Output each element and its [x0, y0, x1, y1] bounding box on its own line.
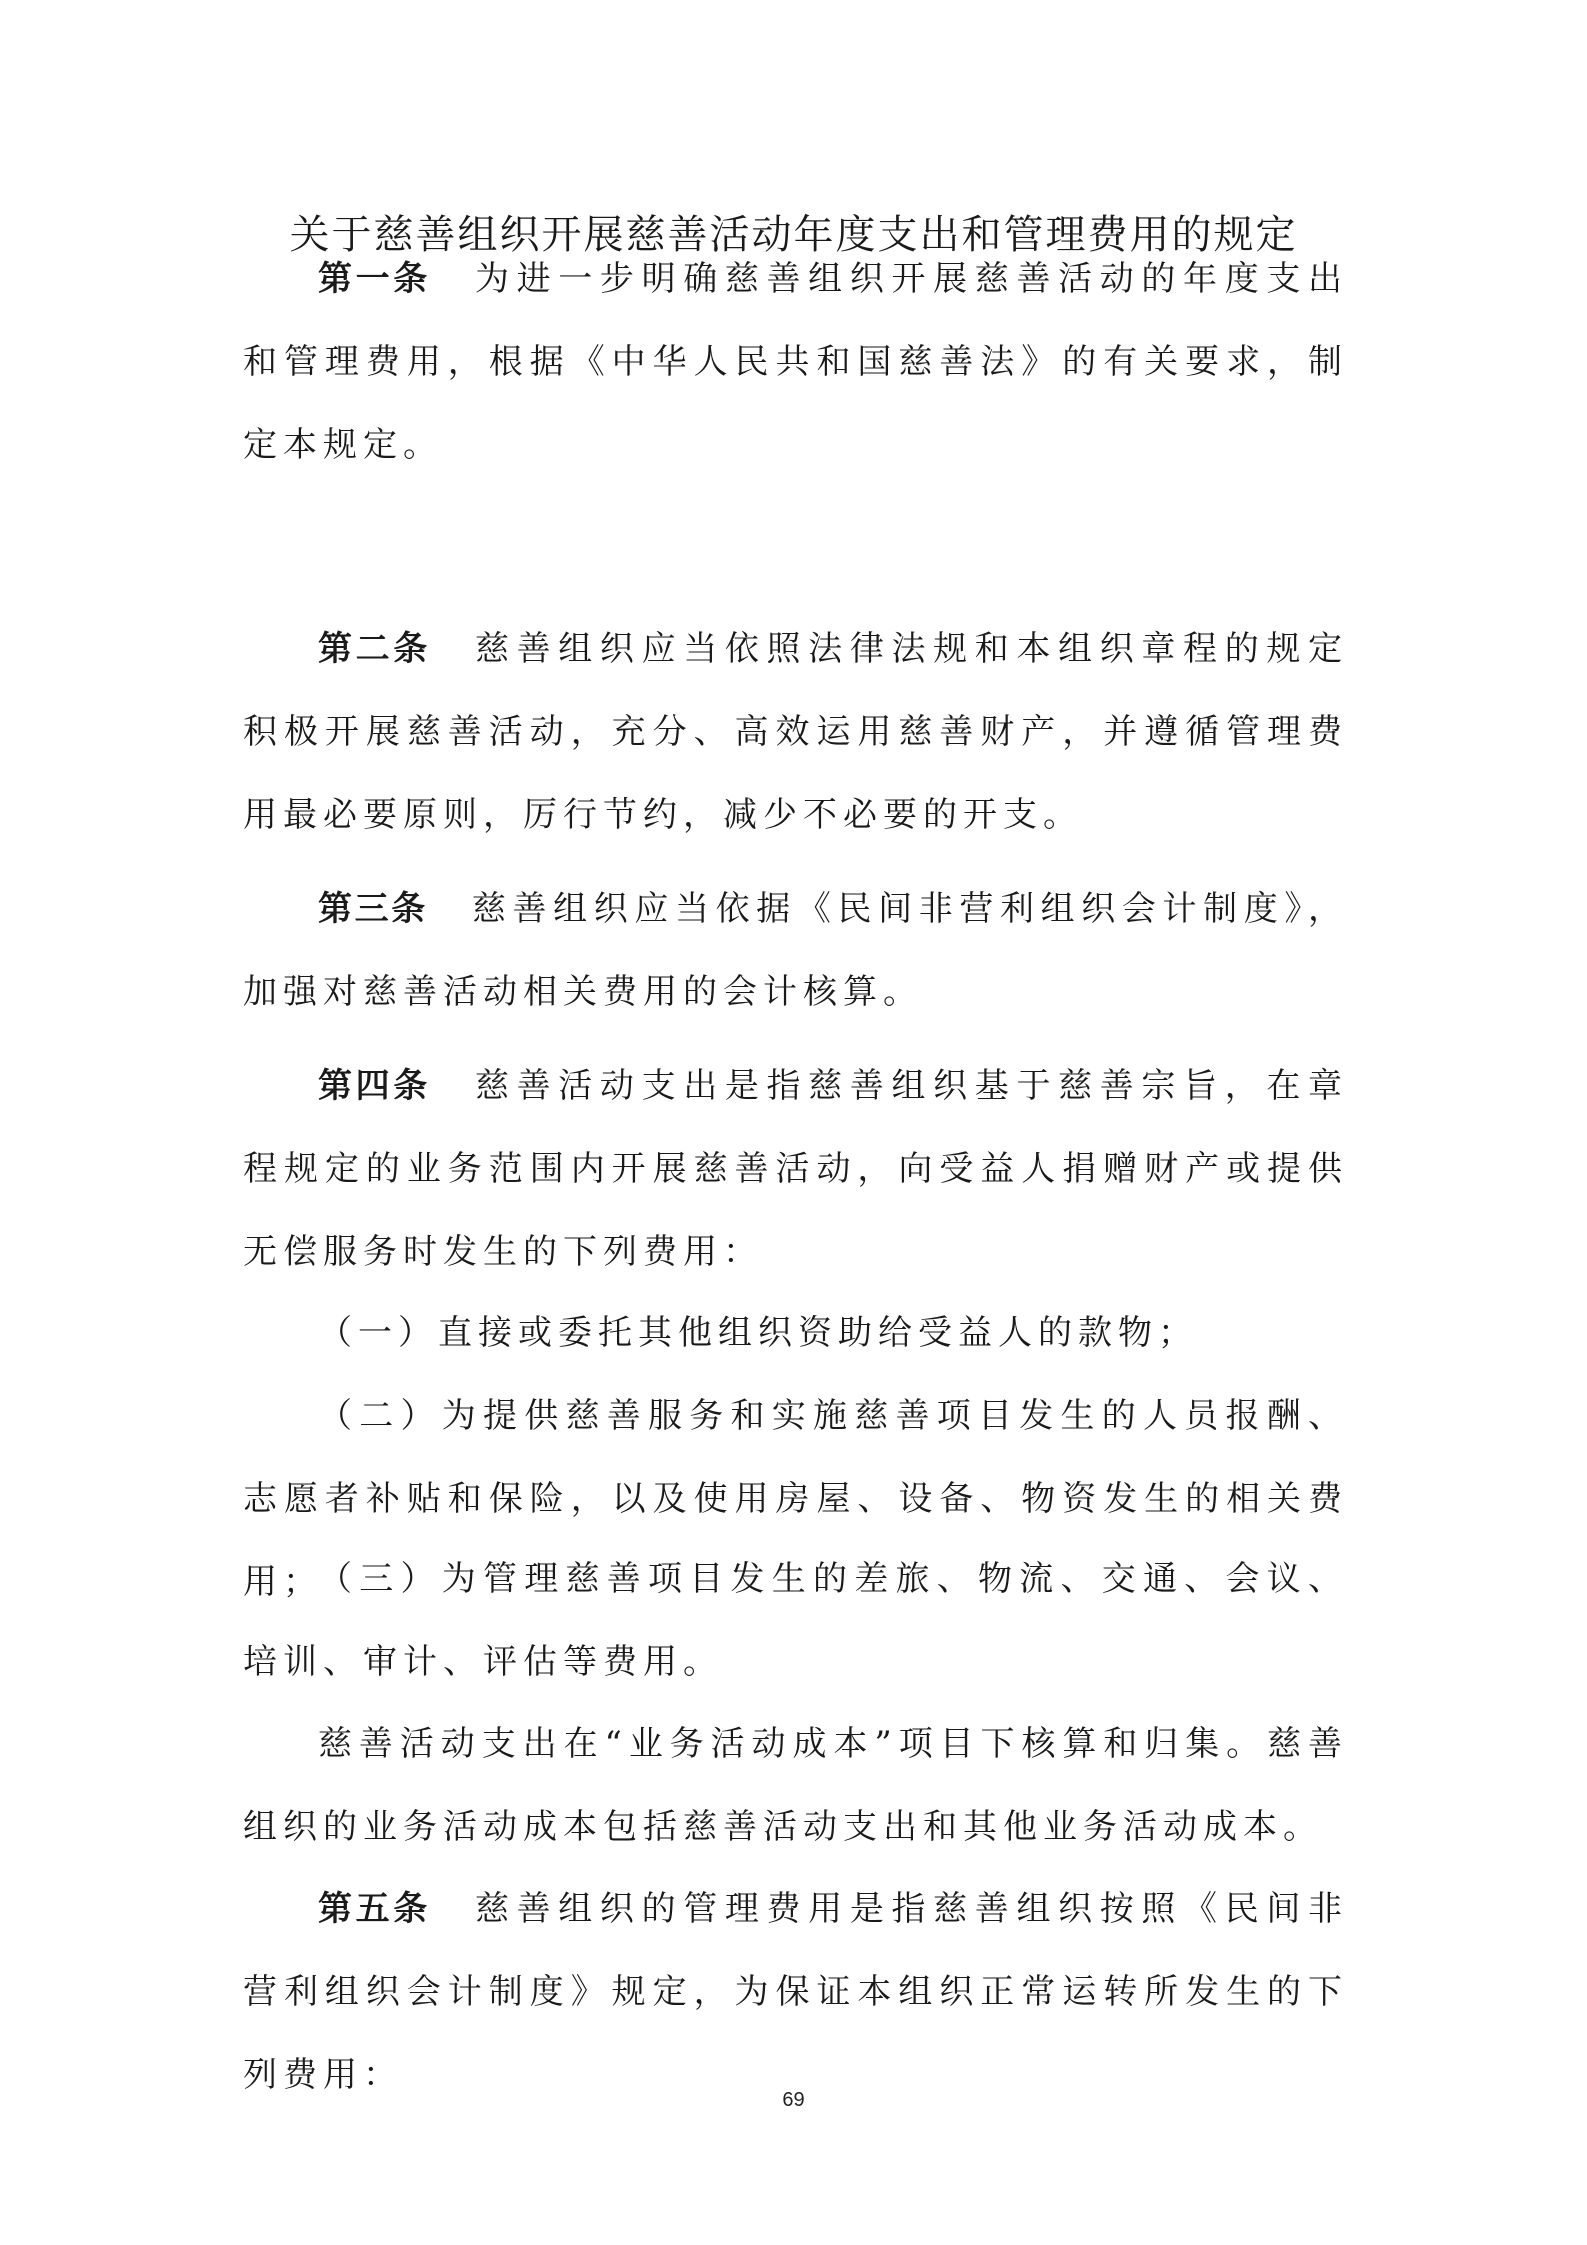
article-2-label: 第二条: [318, 629, 431, 669]
article-1: [243, 238, 1348, 487]
page-number: 69: [782, 2089, 805, 2111]
article-2-text: 慈善组织应当依照法律法规和本组织章程的规定积极开展慈善活动，充分、高效运用慈善财产，并遵循管理费用最必要原则，厉行节约，减少不必要的开支。: [243, 629, 1349, 835]
list-item-2: （二）为提供慈善服务和实施慈善项目发生的人员报酬、志愿者补贴和保险，以及使用房屋、设备、物资发生的相关费用；: [243, 1396, 1348, 1602]
document-title: 关于慈善组织开展慈善活动年度支出和管理费用的规定: [289, 212, 1298, 258]
article-4-label: 第四条: [318, 1066, 431, 1106]
article-5-text: 慈善组织的管理费用是指慈善组织按照《民间非营利组织会计制度》规定，为保证本组织正常运转所发生的下列费用：: [243, 1889, 1349, 2095]
article-2: [243, 608, 1348, 857]
paragraph-business-cost: 慈善活动支出在“业务活动成本”项目下核算和归集。慈善组织的业务活动成本包括慈善活动支出和其他业务活动成本。: [243, 1724, 1348, 1847]
article-1-label: 第一条: [318, 259, 431, 299]
article-4: [243, 1045, 1348, 1294]
list-item-1: （一）直接或委托其他组织资助给受益人的款物；: [318, 1313, 1198, 1353]
list-item-3: （三）为管理慈善项目发生的差旅、物流、交通、会议、培训、审计、评估等费用。: [243, 1559, 1348, 1682]
article-3-label: 第三条: [318, 889, 428, 929]
article-3: [243, 868, 1348, 1034]
article-5: [243, 1868, 1348, 2117]
article-4-text: 慈善活动支出是指慈善组织基于慈善宗旨，在章程规定的业务范围内开展慈善活动，向受益人捐赠财产或提供无偿服务时发生的下列费用：: [243, 1066, 1349, 1272]
article-1-text: 为进一步明确慈善组织开展慈善活动的年度支出和管理费用，根据《中华人民共和国慈善法》的有关要求，制定本规定。: [243, 259, 1349, 465]
article-5-label: 第五条: [318, 1889, 431, 1929]
article-3-text: 慈善组织应当依据《民间非营利组织会计制度》，加强对慈善活动相关费用的会计核算。: [243, 889, 1348, 1012]
